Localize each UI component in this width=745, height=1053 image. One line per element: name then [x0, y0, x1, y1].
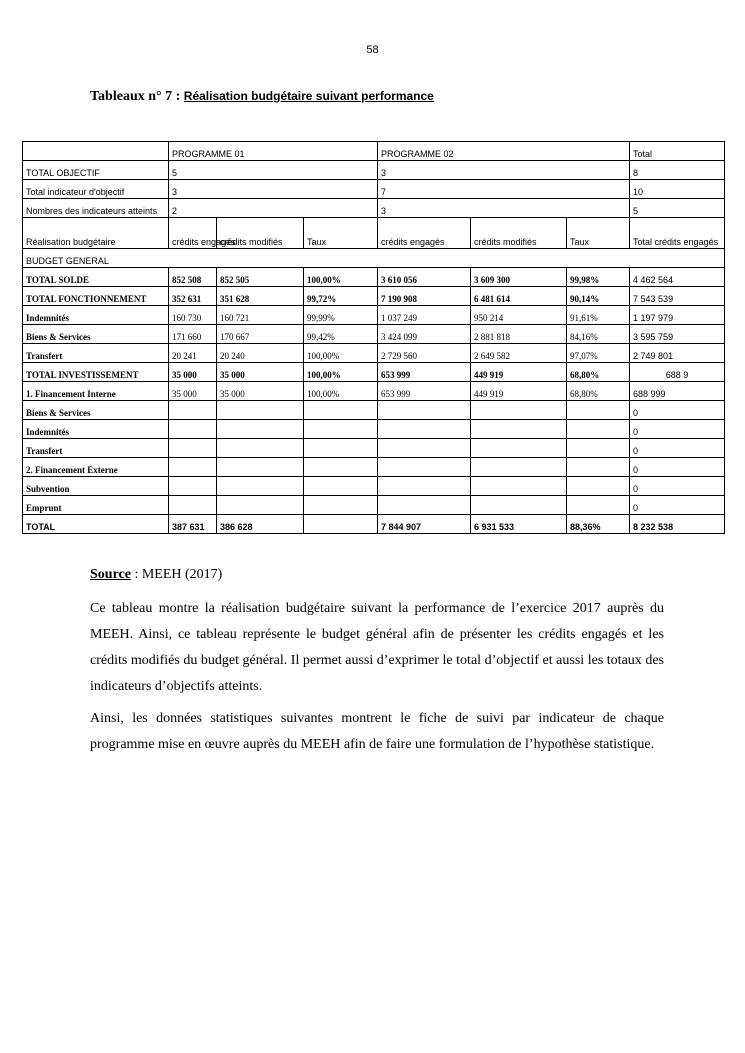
summary-p2: 7	[378, 180, 630, 199]
table-cell: 97,07%	[567, 344, 630, 363]
section-row	[23, 249, 725, 268]
table-cell: 449 919	[471, 363, 567, 382]
table-cell	[169, 496, 217, 515]
table-row	[23, 344, 725, 363]
page-number: 58	[366, 44, 379, 56]
table-cell: 0	[630, 439, 725, 458]
table-title	[90, 89, 434, 105]
table-cell: 351 628	[217, 287, 304, 306]
source-label: Source	[90, 567, 131, 582]
total-header: Total	[630, 142, 725, 161]
table-row	[23, 268, 725, 287]
row-label: TOTAL FONCTIONNEMENT	[23, 287, 169, 306]
table-row	[23, 477, 725, 496]
row-label: TOTAL INVESTISSEMENT	[23, 363, 169, 382]
table-cell: 100,00%	[304, 268, 378, 287]
table-cell	[471, 458, 567, 477]
table-cell: 2 749 801	[630, 344, 725, 363]
table-cell: 35 000	[217, 382, 304, 401]
summary-label: Total indicateur d'objectif	[23, 180, 169, 199]
table-cell: 88,36%	[567, 515, 630, 534]
table-cell: 35 000	[217, 363, 304, 382]
paragraph: Ce tableau montre la réalisation budgétaire suivant la performance de l’exercice 2017 auprès du MEEH. Ainsi, ce tableau représente le budget général afin de présenter les crédits engagés et les crédits modifiés du budget général. Il permet aussi d’exprimer le total d’objectif et aussi les totaux des indicateurs d’objectifs atteints.	[90, 601, 664, 694]
table-row	[23, 401, 725, 420]
table-cell: 170 667	[217, 325, 304, 344]
table-cell: 2 649 582	[471, 344, 567, 363]
section-label: BUDGET GENERAL	[23, 249, 725, 268]
table-cell	[567, 458, 630, 477]
table-row	[23, 363, 725, 382]
table-cell: 0	[630, 477, 725, 496]
table-cell	[471, 401, 567, 420]
table-cell	[217, 477, 304, 496]
table-cell: 99,98%	[567, 268, 630, 287]
column-header: Taux	[567, 218, 630, 249]
table-cell: 2 729 560	[378, 344, 471, 363]
table-cell	[304, 401, 378, 420]
column-header-row	[23, 218, 725, 249]
summary-total: 5	[630, 199, 725, 218]
table-cell	[304, 439, 378, 458]
table-cell	[169, 401, 217, 420]
table-cell	[304, 458, 378, 477]
table-cell: 387 631	[169, 515, 217, 534]
table-cell	[304, 477, 378, 496]
summary-total: 10	[630, 180, 725, 199]
column-header: crédits modifiés	[471, 218, 567, 249]
table-cell	[169, 458, 217, 477]
column-header: crédits engagés	[169, 218, 217, 249]
summary-total: 8	[630, 161, 725, 180]
column-header: Total crédits engagés	[630, 218, 725, 249]
column-header: crédits modifiés	[217, 218, 304, 249]
table-row	[23, 458, 725, 477]
summary-label: Nombres des indicateurs atteints	[23, 199, 169, 218]
table-cell: 84,16%	[567, 325, 630, 344]
summary-p1: 2	[169, 199, 378, 218]
table-cell: 6 481 614	[471, 287, 567, 306]
table-cell: 7 844 907	[378, 515, 471, 534]
table-cell	[567, 439, 630, 458]
table-cell: 171 660	[169, 325, 217, 344]
program-02-header: PROGRAMME 02	[378, 142, 630, 161]
program-header-row	[23, 142, 725, 161]
program-01-header: PROGRAMME 01	[169, 142, 378, 161]
table-cell: 653 999	[378, 382, 471, 401]
table-cell	[378, 458, 471, 477]
table-cell	[217, 401, 304, 420]
table-cell: 35 000	[169, 363, 217, 382]
table-cell	[217, 458, 304, 477]
table-cell: 653 999	[378, 363, 471, 382]
summary-label: TOTAL OBJECTIF	[23, 161, 169, 180]
table-cell: 1 037 249	[378, 306, 471, 325]
table-cell	[169, 439, 217, 458]
row-label: 1. Financement Interne	[23, 382, 169, 401]
table-cell: 90,14%	[567, 287, 630, 306]
summary-p2: 3	[378, 199, 630, 218]
row-label: Biens & Services	[23, 325, 169, 344]
table-cell	[378, 401, 471, 420]
table-cell	[169, 477, 217, 496]
row-label: Emprunt	[23, 496, 169, 515]
summary-p2: 3	[378, 161, 630, 180]
table-cell	[217, 439, 304, 458]
table-cell: 0	[630, 401, 725, 420]
table-cell	[378, 496, 471, 515]
table-cell: 688 999	[630, 382, 725, 401]
summary-row	[23, 180, 725, 199]
column-header: Réalisation budgétaire	[23, 218, 169, 249]
table-cell: 352 631	[169, 287, 217, 306]
table-row	[23, 325, 725, 344]
summary-p1: 5	[169, 161, 378, 180]
table-cell: 100,00%	[304, 363, 378, 382]
table-cell: 950 214	[471, 306, 567, 325]
table-cell: 100,00%	[304, 382, 378, 401]
table-cell	[304, 496, 378, 515]
summary-p1: 3	[169, 180, 378, 199]
table-cell	[567, 420, 630, 439]
budget-table	[22, 141, 725, 534]
table-cell: 3 424 099	[378, 325, 471, 344]
table-title-prefix: Tableaux n° 7 :	[90, 89, 184, 104]
table-cell	[471, 477, 567, 496]
table-cell: 35 000	[169, 382, 217, 401]
table-cell: 3 610 056	[378, 268, 471, 287]
row-label: Indemnités	[23, 306, 169, 325]
table-cell: 852 505	[217, 268, 304, 287]
table-row	[23, 287, 725, 306]
table-cell: 7 190 908	[378, 287, 471, 306]
table-cell: 386 628	[217, 515, 304, 534]
table-cell: 3 609 300	[471, 268, 567, 287]
table-cell: 100,00%	[304, 344, 378, 363]
table-cell: 0	[630, 420, 725, 439]
table-row	[23, 496, 725, 515]
summary-row	[23, 161, 725, 180]
table-title-subtitle: Réalisation budgétaire suivant performance	[183, 89, 434, 103]
row-label: Biens & Services	[23, 401, 169, 420]
row-label: TOTAL SOLDE	[23, 268, 169, 287]
table-cell	[567, 496, 630, 515]
table-cell: 6 931 533	[471, 515, 567, 534]
row-label: Indemnités	[23, 420, 169, 439]
table-cell: 99,72%	[304, 287, 378, 306]
table-cell: 160 721	[217, 306, 304, 325]
table-cell: 0	[630, 496, 725, 515]
table-cell	[567, 477, 630, 496]
table-cell	[304, 515, 378, 534]
table-cell: 160 730	[169, 306, 217, 325]
table-cell: 91,61%	[567, 306, 630, 325]
table-cell	[471, 439, 567, 458]
column-header: crédits engagés	[378, 218, 471, 249]
table-cell	[471, 496, 567, 515]
table-cell	[217, 496, 304, 515]
table-row	[23, 515, 725, 534]
table-cell: 3 595 759	[630, 325, 725, 344]
table-row	[23, 382, 725, 401]
table-cell: 20 240	[217, 344, 304, 363]
table-cell	[471, 420, 567, 439]
table-cell: 0	[630, 458, 725, 477]
header-empty-cell	[23, 142, 169, 161]
paragraph: Ainsi, les données statistiques suivantes montrent le fiche de suivi par indicateur de chaque programme mise en œuvre auprès du MEEH afin de faire une formulation de l’hypothèse statistique.	[90, 711, 664, 752]
table-cell: 68,80%	[567, 363, 630, 382]
row-label: TOTAL	[23, 515, 169, 534]
table-cell: 8 232 538	[630, 515, 725, 534]
row-label: Transfert	[23, 439, 169, 458]
table-cell	[378, 439, 471, 458]
table-cell: 1 197 979	[630, 306, 725, 325]
data-rows	[23, 268, 725, 534]
table-cell: 4 462 564	[630, 268, 725, 287]
source-text: : MEEH (2017)	[130, 567, 223, 582]
row-label: Subvention	[23, 477, 169, 496]
table-cell: 2 881 818	[471, 325, 567, 344]
source-line	[90, 567, 222, 583]
table-cell: 449 919	[471, 382, 567, 401]
table-cell	[304, 420, 378, 439]
table-cell: 68,80%	[567, 382, 630, 401]
table-cell	[169, 420, 217, 439]
table-cell	[378, 477, 471, 496]
column-header: Taux	[304, 218, 378, 249]
table-cell	[378, 420, 471, 439]
table-cell: 99,99%	[304, 306, 378, 325]
table-cell: 852 508	[169, 268, 217, 287]
table-cell: 688 9	[630, 363, 725, 382]
table-cell	[567, 401, 630, 420]
table-row	[23, 420, 725, 439]
table-row	[23, 439, 725, 458]
table-cell	[217, 420, 304, 439]
table-cell: 7 543 539	[630, 287, 725, 306]
table-cell: 20 241	[169, 344, 217, 363]
summary-row	[23, 199, 725, 218]
table-cell: 99,42%	[304, 325, 378, 344]
row-label: 2. Financement Externe	[23, 458, 169, 477]
row-label: Transfert	[23, 344, 169, 363]
table-row	[23, 306, 725, 325]
